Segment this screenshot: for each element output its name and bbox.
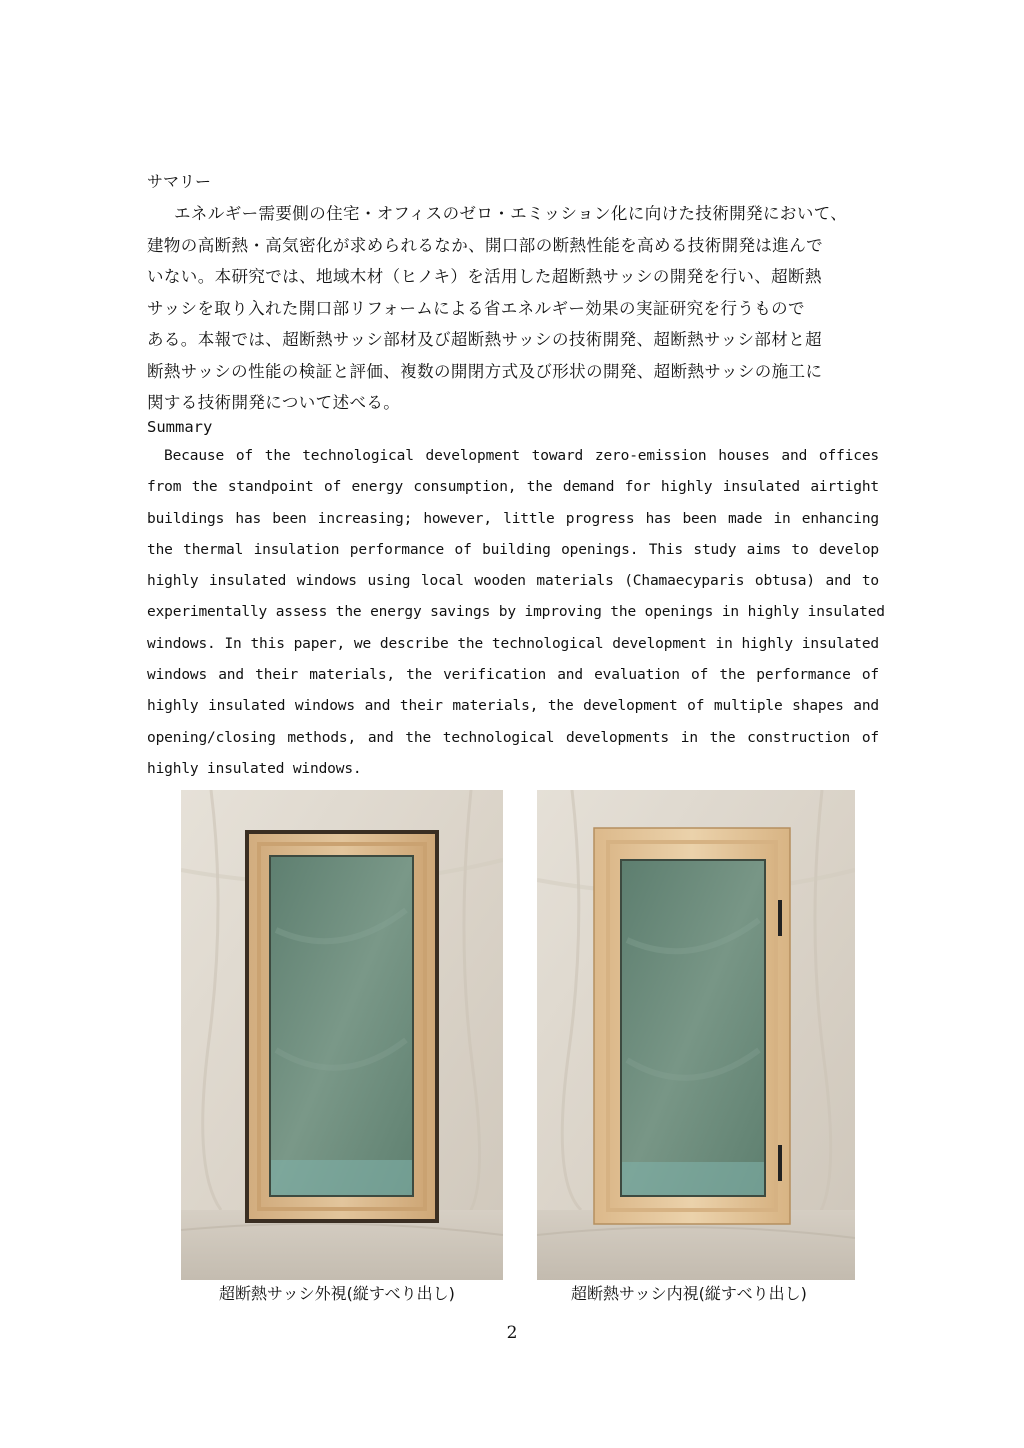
summary-jp-line: いない。本研究では、地域木材（ヒノキ）を活用した超断熱サッシの開発を行い、超断熱 — [147, 267, 822, 286]
summary-en-line: highly insulated windows using local wooden materials (Chamaecyparis obtusa) and to — [147, 573, 879, 590]
page-number: 2 — [506, 1323, 518, 1343]
summary-en-line: Because of the technological development toward zero-emission houses and offices — [164, 448, 879, 464]
summary-jp-line: ある。本報では、超断熱サッシ部材及び超断熱サッシの技術開発、超断熱サッシ部材と超 — [147, 330, 823, 349]
summary-jp-line: 関する技術開発について述べる。 — [147, 393, 401, 412]
summary-en-line: windows. In this paper, we describe the technological development in highly insulated — [147, 635, 879, 652]
summary-en-line: buildings has been increasing; however, little progress has been made in enhancing — [147, 510, 879, 527]
window-exterior-photo — [181, 790, 503, 1280]
summary-jp-heading: サマリー — [147, 172, 212, 191]
summary-en-line: opening/closing methods, and the technological developments in the construction of — [147, 729, 879, 746]
figure-caption-exterior: 超断熱サッシ外視(縦すべり出し) — [219, 1284, 455, 1303]
summary-en-line: highly insulated windows. — [147, 760, 362, 777]
summary-jp-line: 断熱サッシの性能の検証と評価、複数の開閉方式及び形状の開発、超断熱サッシの施工に — [147, 361, 823, 381]
summary-en-line: experimentally assess the energy savings by improving the openings in highly insulated — [147, 604, 885, 621]
summary-en-line: from the standpoint of energy consumption, the demand for highly insulated airtight — [147, 479, 879, 496]
summary-jp-line: サッシを取り入れた開口部リフォームによる省エネルギー効果の実証研究を行うもので — [147, 298, 805, 318]
summary-jp-paragraph — [147, 198, 887, 419]
summary-en-line: the thermal insulation performance of building openings. This study aims to develop — [147, 541, 879, 558]
summary-jp-line: エネルギー需要側の住宅・オフィスのゼロ・エミッション化に向けた技術開発において、 — [174, 204, 848, 223]
summary-en-line: highly insulated windows and their materials, the development of multiple shapes and — [147, 698, 879, 715]
summary-en-line: windows and their materials, the verification and evaluation of the performance of — [147, 667, 879, 684]
window-interior-photo — [537, 790, 855, 1280]
summary-en-heading: Summary — [147, 418, 213, 436]
figure-caption-interior: 超断熱サッシ内視(縦すべり出し) — [571, 1284, 807, 1303]
summary-en-paragraph — [147, 441, 885, 785]
summary-jp-line: 建物の高断熱・高気密化が求められるなか、開口部の断熱性能を高める技術開発は進んで — [147, 235, 823, 255]
